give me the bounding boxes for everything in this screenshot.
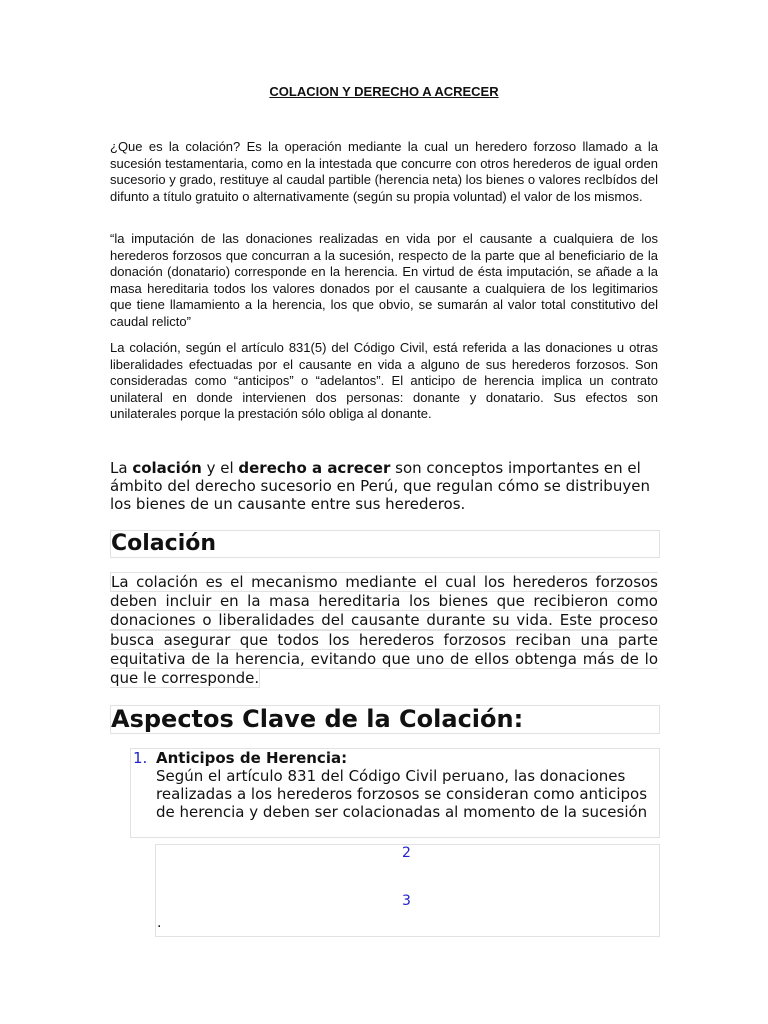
paragraph-que-es-colacion: ¿Que es la colación? Es la operación mediante la cual un heredero forzoso llamado a la sucesión testamentaria, como en la intestada que concurre con otros herederos de igual orden sucesorio y grado, restituye al caudal partible (herencia neta) los bienes o valores reclbídos del difunto a título gratuito o alternativamente (según su propia voluntad) el valor de los mismos. [110,139,658,204]
list-item [130,748,660,838]
intro-term-derecho-acrecer: derecho a acrecer [238,459,391,477]
paragraph-articulo-831: La colación, según el artículo 831(5) del Código Civil, está referida a las donaciones u otras liberalidades efectuadas por el causante en vida a alguno de sus herederos forzosos. Son consideradas como “anticipos” o “adelantos”. El anticipo de herencia implica un contrato unilateral en donde intervienen dos personas: donante y donatario. Sus efectos son unilaterales porque la prestación sólo obliga al donante. [110,340,658,422]
document-title: COLACION Y DERECHO A ACRECER [269,84,499,99]
heading-colacion: Colación [110,530,660,558]
colacion-body-paragraph [110,573,658,688]
intro-mid: y el [201,459,239,477]
empty-list-box [155,844,660,937]
trailing-dot: . [157,915,162,931]
list-item-title: Anticipos de Herencia: [156,749,348,767]
list-item-text: Según el artículo 831 del Código Civil peruano, las donaciones realizadas a los herederos forzosos se consideran como anticipos de herencia y deben ser colacionadas al momento de la sucesión [156,767,648,821]
intro-term-colacion: colación [132,459,202,477]
page-marker-2[interactable]: 2 [402,845,411,861]
intro-prefix: La [110,459,133,477]
list-item-content [156,749,656,821]
intro-paragraph [110,459,658,513]
intro-rest: son conceptos importantes en el ámbito del derecho sucesorio en Perú, que regulan cómo se distribuyen los bienes de un causante entre sus herederos. [110,459,650,513]
list-item-number: 1. [133,749,148,767]
page-marker-3[interactable]: 3 [402,893,411,909]
colacion-body-text: La colación es el mecanismo mediante el cual los herederos forzosos deben incluir en la masa hereditaria los bienes que recibieron como donaciones o liberalidades del causante durante su vida. Este proceso busca asegurar que todos los herederos forzosos reciban una parte equitativa de la herencia, evitando que uno de ellos obtenga más de lo que le corresponde. [110,573,658,688]
paragraph-imputacion-quote: “la imputación de las donaciones realizadas en vida por el causante a cualquiera de los herederos forzosos que concurran a la sucesión, respecto de la parte que al beneficiario de la donación (donatario) corresponde en la herencia. En virtud de ésta imputación, se añade a la masa hereditaria todos los valores donados por el causante a cualquiera de los legitimarios que tiene llamamiento a la herencia, los que obvio, se sumarán al valor total constitutivo del caudal relicto” [110,231,658,329]
heading-aspectos-clave: Aspectos Clave de la Colación: [110,705,660,734]
